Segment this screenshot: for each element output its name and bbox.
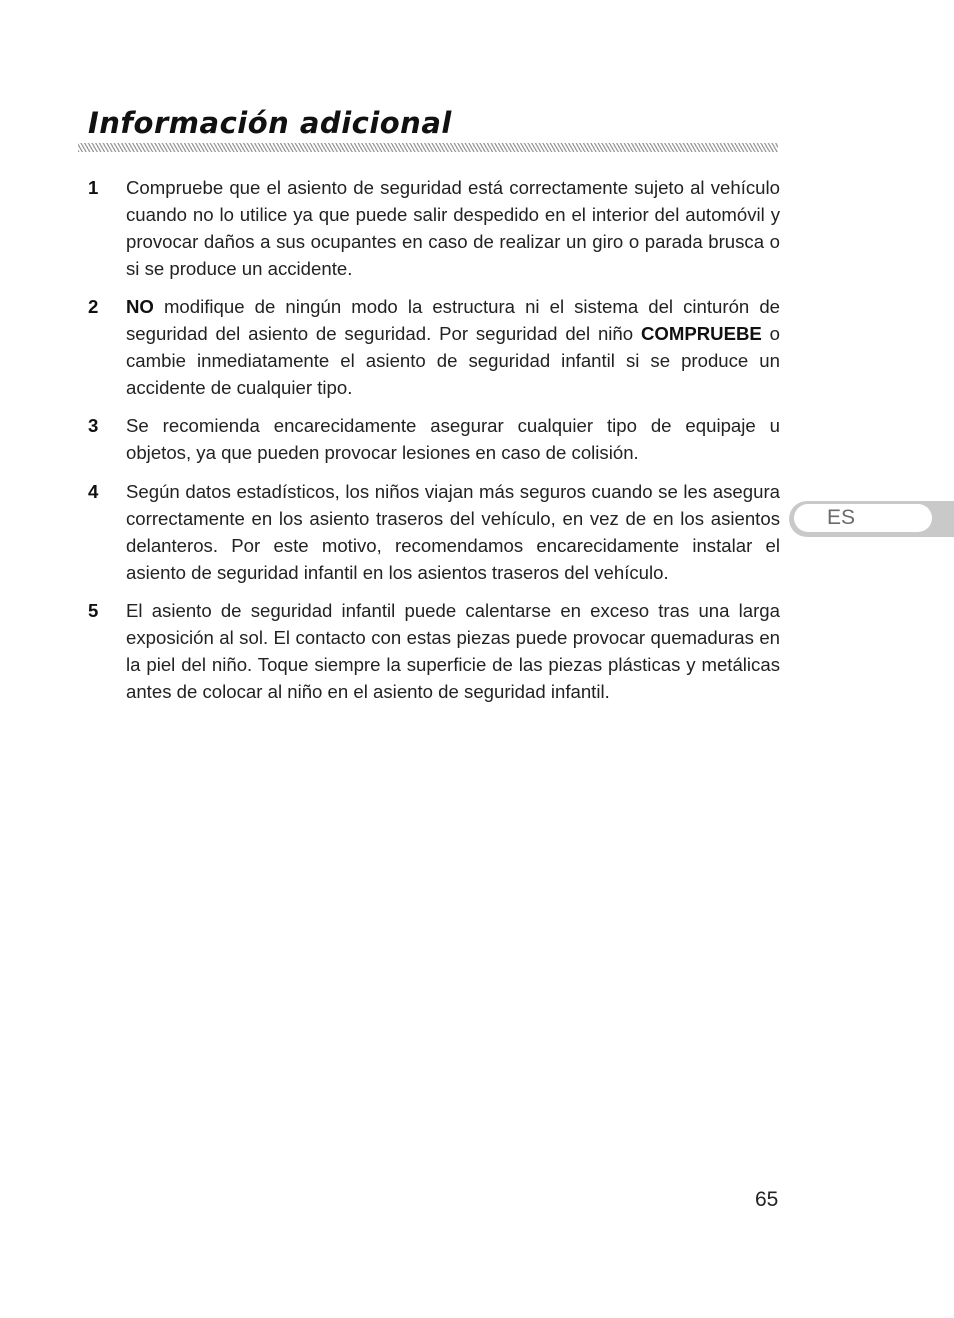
body-text: Se recomienda encarecidamente asegurar cualquier tipo de equipaje u objetos, ya que pueden provocar lesiones en caso de colisión. xyxy=(126,415,780,463)
list-item xyxy=(88,478,780,586)
body-text: Compruebe que el asiento de seguridad está correctamente sujeto al vehículo cuando no lo utilice ya que puede salir despedido en el interior del automóvil y provocar daños a sus ocupantes en caso de realizar un giro o parada brusca o si se produce un accidente. xyxy=(126,177,780,279)
list-item-number: 5 xyxy=(88,600,99,621)
list-item xyxy=(88,293,780,401)
language-tab-inner xyxy=(794,504,932,532)
language-tab-label: ES xyxy=(827,506,856,529)
list-item-number: 2 xyxy=(88,296,99,317)
body-text: Según datos estadísticos, los niños viajan más seguros cuando se les asegura correctamente en los asiento traseros del vehículo, en vez de en los asientos delanteros. Por este motivo, recomendamos encarecidamente instalar el asiento de seguridad infantil en los asientos traseros del vehículo. xyxy=(126,481,780,583)
list-item-text xyxy=(126,481,780,583)
body-text: o cambie inmediatamente el asiento de seguridad infantil si se produce un accidente de cualquier tipo. xyxy=(126,323,780,398)
list-item-number: 4 xyxy=(88,481,99,502)
body-text: El asiento de seguridad infantil puede calentarse en exceso tras una larga exposición al sol. El contacto con estas piezas puede provocar quemaduras en la piel del niño. Toque siempre la superficie de las piezas plásticas y metálicas antes de colocar al niño en el asiento de seguridad infantil. xyxy=(126,600,780,702)
list-item xyxy=(88,412,780,466)
body-text: modifique de ningún modo la estructura ni el sistema del cinturón de seguridad del asiento de seguridad. Por seguridad del niño xyxy=(126,296,780,344)
page-number: 65 xyxy=(755,1188,779,1211)
info-list xyxy=(88,174,780,705)
emphasis-text: COMPRUEBE xyxy=(640,323,762,344)
list-item-text xyxy=(126,177,780,279)
page-title: Información adicional xyxy=(88,106,452,140)
list-item-text xyxy=(126,600,780,702)
list-item-text xyxy=(126,415,780,463)
list-item-text xyxy=(126,296,780,398)
list-item-number: 1 xyxy=(88,177,99,198)
emphasis-text: NO xyxy=(126,296,154,317)
title-hatched-rule xyxy=(78,143,778,152)
list-item-number: 3 xyxy=(88,415,99,436)
list-item xyxy=(88,597,780,705)
list-item xyxy=(88,174,780,282)
